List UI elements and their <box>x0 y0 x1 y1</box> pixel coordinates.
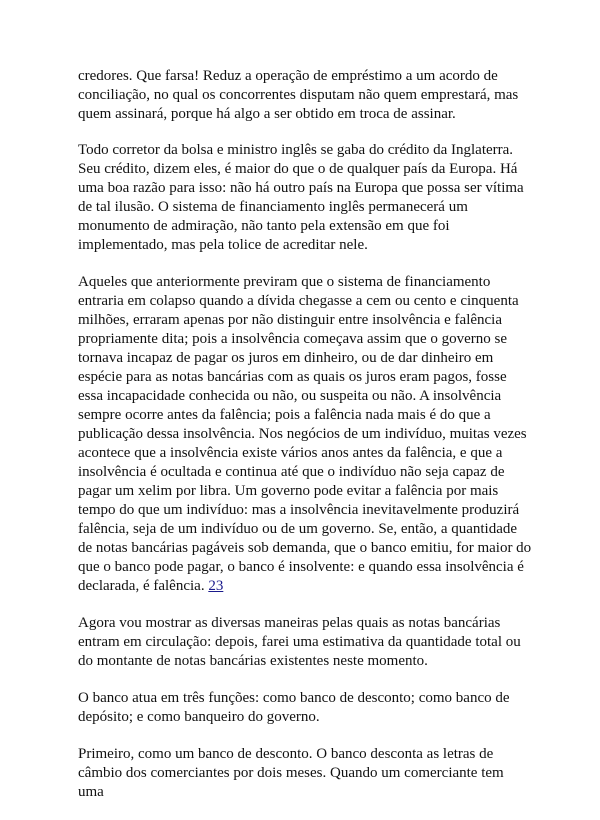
document-page <box>78 67 533 820</box>
paragraph-1: credores. Que farsa! Reduz a operação de empréstimo a um acordo de conciliação, no qual os concorrentes disputam não quem emprestará, mas quem assinará, porque há algo a ser obtido em troca de assinar. <box>78 68 519 122</box>
paragraph-2: Todo corretor da bolsa e ministro inglês se gaba do crédito da Inglaterra. Seu crédito, dizem eles, é maior do que o de qualquer país da Europa. Há uma boa razão para isso: não há outro país na Europa que possa ser vítima de tal ilusão. O sistema de financiamento inglês permanecerá um monumento de admiração, não tanto pela extensão em que foi implementado, mas pela tolice de acreditar nele. <box>78 142 524 253</box>
paragraph-3 <box>78 273 533 596</box>
footnote-link-23[interactable]: 23 <box>208 578 224 594</box>
paragraph-3-text: Aqueles que anteriormente previram que o sistema de financiamento entraria em colapso quando a dívida chegasse a cem ou cento e cinquenta milhões, erraram apenas por não distinguir entre insolvência e falência propriamente dita; pois a insolvência começava assim que o governo se tornava incapaz de pagar os juros em dinheiro, ou de dar dinheiro em espécie para as notas bancárias com as quais os juros eram pagos, fosse essa incapacidade conhecida ou não, ou suspeita ou não. A insolvência sempre ocorre antes da falência; pois a falência nada mais é do que a publicação dessa insolvência. Nos negócios de um indivíduo, muitas vezes acontece que a insolvência existe vários anos antes da falência, e que a insolvência é ocultada e continua até que o indivíduo não seja capaz de pagar um xelim por libra. Um governo pode evitar a falência por mais tempo do que um indivíduo: mas a insolvência inevitavelmente produzirá falência, seja de um indivíduo ou de um governo. Se, então, a quantidade de notas bancárias pagáveis sob demanda, que o banco emitiu, for maior do que o banco pode pagar, o banco é insolvente: e quando essa insolvência é declarada, é falência. <box>78 274 532 594</box>
paragraph-4: Agora vou mostrar as diversas maneiras pelas quais as notas bancárias entram em circulação: depois, farei uma estimativa da quantidade total ou do montante de notas bancárias existentes neste momento. <box>78 615 521 669</box>
paragraph-6: Primeiro, como um banco de desconto. O banco desconta as letras de câmbio dos comerciantes por dois meses. Quando um comerciante tem uma <box>78 746 504 800</box>
paragraph-5: O banco atua em três funções: como banco de desconto; como banco de depósito; e como banqueiro do governo. <box>78 690 510 725</box>
